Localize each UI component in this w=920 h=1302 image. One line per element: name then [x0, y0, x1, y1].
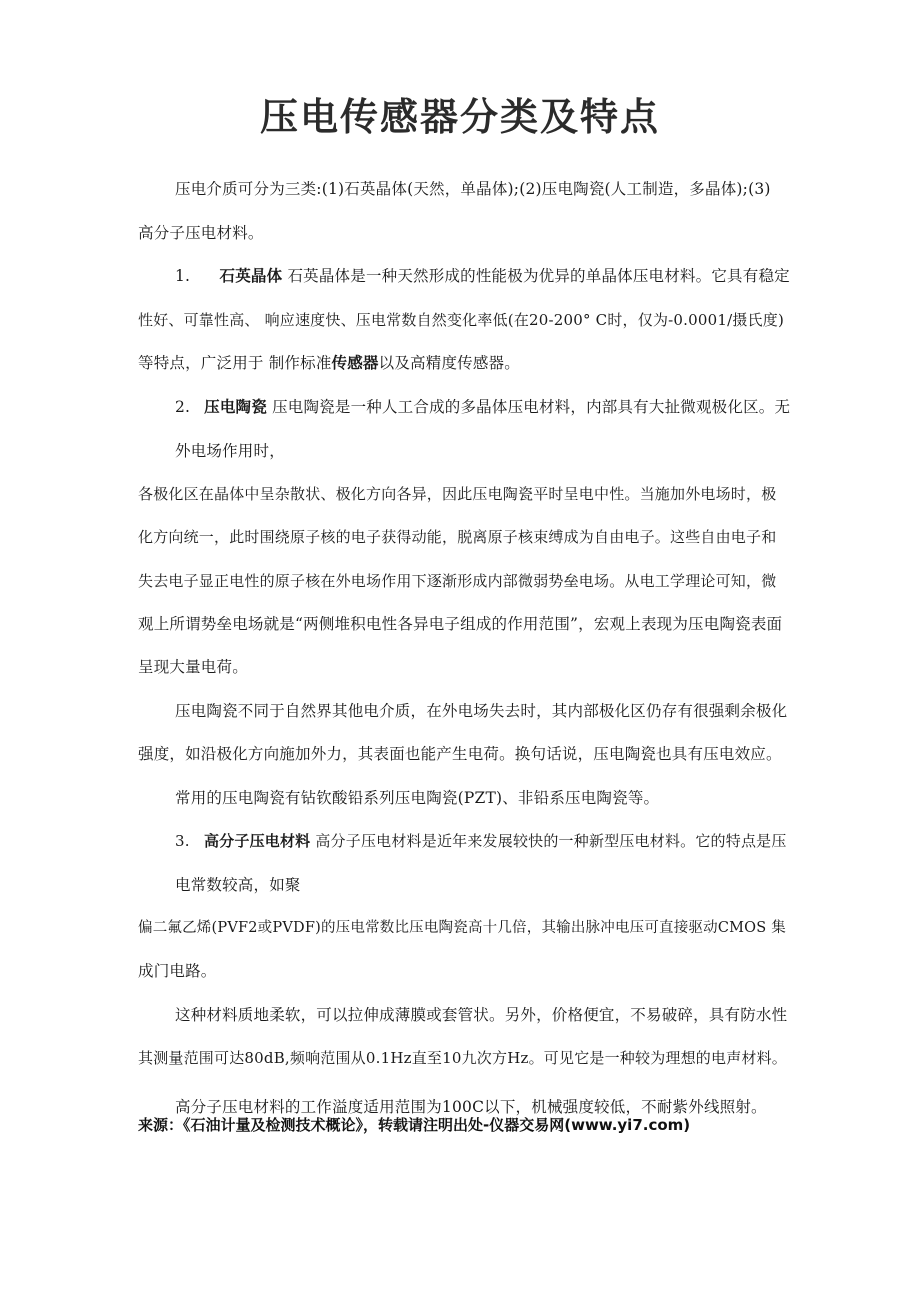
section-3-line-2: 电常数较高，如聚	[175, 876, 301, 894]
section-3-number: 3.	[175, 832, 190, 850]
section-1-text: 石英晶体是一种天然形成的性能极为优异的单晶体压电材料。它具有稳定	[282, 267, 790, 285]
section-2-text: 压电陶瓷是一种人工合成的多晶体压电材料，内部具有大扯微观极化区。无	[266, 398, 791, 416]
section-2-para-2-line-2: 强度，如沿极化方向施加外力，其表面也能产生电荷。换句话说，压电陶瓷也具有压电效应。	[138, 745, 782, 763]
section-1-line-3-tail: 以及高精度传感器。	[378, 354, 520, 372]
section-3-para-2-line-2: 其测量范围可达80dB,频响范围从0.1Hz直至10九次方Hz。可见它是一种较为理想的电声材料。	[138, 1049, 787, 1067]
section-1-number: 1.	[175, 267, 191, 285]
section-2-heading: 压电陶瓷	[204, 398, 267, 416]
section-3-line-3: 偏二氟乙烯(PVF2或PVDF)的压电常数比压电陶瓷高十几倍，其输出脉冲电压可直接驱动CMOS 集	[138, 920, 786, 936]
section-1-line-2: 性好、可靠性高、 响应速度快、压电常数自然变化率低(在20-200° C时，仅为-0.0001/摄氏度)	[138, 311, 785, 329]
section-2-number: 2.	[175, 398, 191, 416]
section-3-para-3: 高分子压电材料的工作溢度适用范围为100C以下，机械强度较低，不耐紫外线照射。	[175, 1098, 767, 1116]
sensor-link[interactable]: 传感器	[331, 354, 379, 372]
source-citation: 来源：《石油计量及检测技术概论》，转载请注明出处-仪器交易网(www.yi7.com)	[138, 1116, 691, 1134]
section-2-para-2-line-1: 压电陶瓷不同于自然界其他电介质，在外电场失去时，其内部极化区仍存有很强剩余极化	[175, 702, 788, 720]
page-title: 压电传感器分类及特点	[259, 95, 660, 139]
section-2-line-7: 呈现大量电荷。	[138, 658, 248, 676]
section-1-line-3	[138, 352, 792, 374]
section-3-heading: 高分子压电材料	[203, 832, 311, 850]
section-2-line-3: 各极化区在晶体中呈杂散状、极化方向各异，因此压电陶瓷平时呈电中性。当施加外电场时，极	[138, 485, 777, 503]
section-3-text: 高分子压电材料是近年来发展较快的一种新型压电材料。它的特点是压	[310, 832, 787, 850]
section-3-line-4: 成门电路。	[138, 962, 217, 980]
intro-line-1: 压电介质可分为三类:(1)石英晶体(天然，单晶体);(2)压电陶瓷(人工制造，多晶体);(3)	[175, 180, 771, 198]
section-1-heading: 石英晶体	[219, 267, 283, 285]
section-2-para-3: 常用的压电陶瓷有钻钦酸铅系列压电陶瓷(PZT)、非铅系压电陶瓷等。	[175, 789, 660, 807]
section-1-line-3-text: 等特点，广泛用于 制作标准	[138, 354, 332, 372]
section-2-line-6: 观上所谓势垒电场就是“两侧堆积电性各异电子组成的作用范围”，宏观上表现为压电陶瓷表面	[138, 615, 783, 633]
section-2-line-1	[175, 396, 792, 418]
section-2-line-4: 化方向统一，此时围绕原子核的电子获得动能，脱离原子核束缚成为自由电子。这些自由电子和	[138, 528, 777, 546]
section-3-line-1	[175, 830, 792, 852]
section-3-para-2-line-1: 这种材料质地柔软，可以拉伸成薄膜或套管状。另外，价格便宜，不易破碎，具有防水性	[175, 1006, 788, 1024]
intro-line-2: 高分子压电材料。	[138, 224, 264, 242]
section-1-line-1	[175, 265, 792, 287]
section-2-line-2: 外电场作用时，	[175, 442, 285, 460]
section-2-line-5: 失去电子显正电性的原子核在外电场作用下逐渐形成内部微弱势垒电场。从电工学理论可知，微	[138, 572, 777, 590]
